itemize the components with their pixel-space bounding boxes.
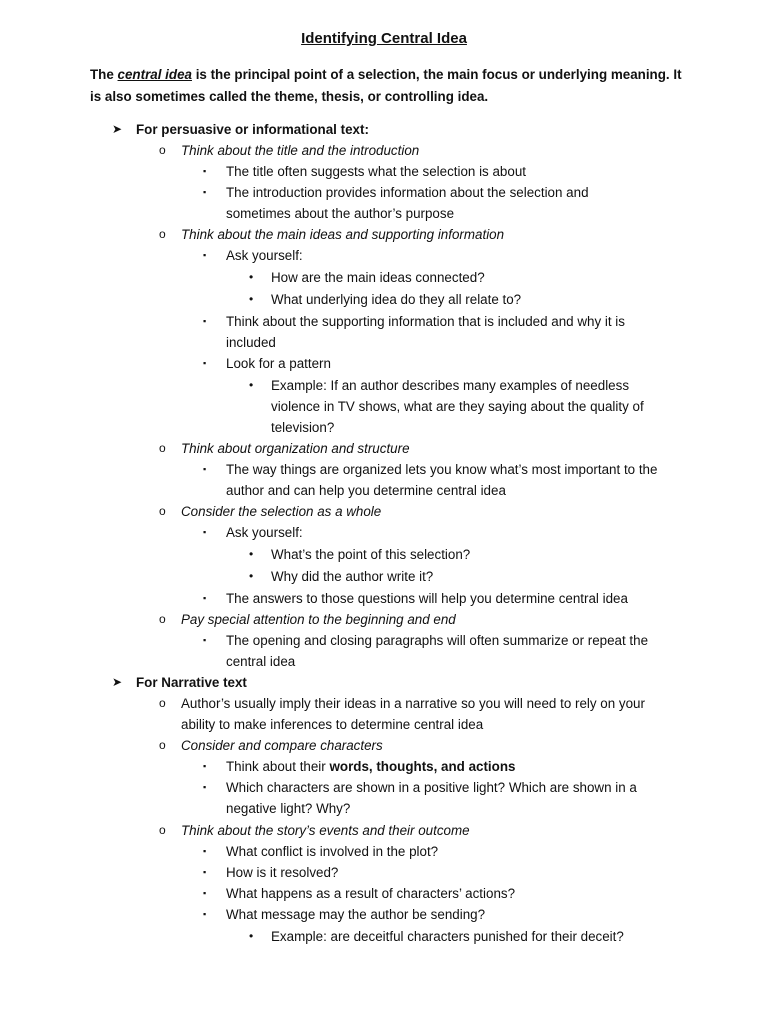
square-bullet-icon: ▪ — [203, 909, 207, 919]
list-item: Example: If an author describes many examples of needless — [271, 378, 630, 393]
square-bullet-icon: ▪ — [203, 250, 207, 260]
intro-line2: is also sometimes called the theme, thesis, or controlling idea. — [90, 89, 489, 104]
list-item: Think about the title and the introduction — [181, 143, 420, 158]
circle-bullet-icon: o — [159, 823, 166, 837]
page-title: Identifying Central Idea — [301, 30, 467, 47]
square-bullet-icon: ▪ — [203, 166, 207, 176]
round-bullet-icon: • — [249, 270, 254, 284]
square-bullet-icon: ▪ — [203, 316, 207, 326]
round-bullet-icon: • — [249, 569, 254, 583]
circle-bullet-icon: o — [159, 612, 166, 626]
square-bullet-icon: ▪ — [203, 187, 207, 197]
round-bullet-icon: • — [249, 292, 254, 306]
arrow-bullet-icon: ➤ — [112, 675, 123, 689]
intro-line1: is the principal point of a selection, the main focus or underlying meaning. It — [191, 67, 682, 82]
list-item: Ask yourself: — [226, 248, 303, 263]
list-item: Author’s usually imply their ideas in a narrative so you will need to rely on your — [181, 696, 645, 711]
list-item: Consider the selection as a whole — [181, 504, 382, 519]
intro-paragraph — [90, 64, 690, 108]
list-item-continuation: ability to make inferences to determine central idea — [181, 717, 484, 732]
list-item: Example: are deceitful characters punished for their deceit? — [271, 929, 624, 944]
list-item — [226, 756, 515, 777]
think-about-emphasis: words, thoughts, and actions — [329, 759, 516, 774]
circle-bullet-icon: o — [159, 143, 166, 157]
section-heading-persuasive: For persuasive or informational text: — [136, 122, 369, 137]
list-item: Look for a pattern — [226, 356, 331, 371]
list-item: Think about organization and structure — [181, 441, 410, 456]
circle-bullet-icon: o — [159, 738, 166, 752]
square-bullet-icon: ▪ — [203, 464, 207, 474]
intro-term: central idea — [117, 67, 192, 82]
circle-bullet-icon: o — [159, 227, 166, 241]
think-about-prefix: Think about their — [226, 759, 330, 774]
square-bullet-icon: ▪ — [203, 761, 207, 771]
list-item-continuation: television? — [271, 420, 335, 435]
list-item: The introduction provides information about the selection and — [226, 185, 589, 200]
list-item: The answers to those questions will help you determine central idea — [226, 591, 628, 606]
square-bullet-icon: ▪ — [203, 358, 207, 368]
circle-bullet-icon: o — [159, 696, 166, 710]
square-bullet-icon: ▪ — [203, 635, 207, 645]
list-item: Consider and compare characters — [181, 738, 383, 753]
list-item: What underlying idea do they all relate to? — [271, 292, 522, 307]
square-bullet-icon: ▪ — [203, 888, 207, 898]
list-item-continuation: author and can help you determine central idea — [226, 483, 506, 498]
circle-bullet-icon: o — [159, 441, 166, 455]
list-item: How are the main ideas connected? — [271, 270, 485, 285]
list-item: What message may the author be sending? — [226, 907, 486, 922]
list-item: Think about the main ideas and supporting information — [181, 227, 505, 242]
circle-bullet-icon: o — [159, 504, 166, 518]
list-item-continuation: violence in TV shows, what are they saying about the quality of — [271, 399, 644, 414]
list-item: Think about the story’s events and their outcome — [181, 823, 470, 838]
list-item: How is it resolved? — [226, 865, 339, 880]
list-item: Why did the author write it? — [271, 569, 434, 584]
list-item: What’s the point of this selection? — [271, 547, 471, 562]
list-item: Which characters are shown in a positive light? Which are shown in a — [226, 780, 637, 795]
list-item: Pay special attention to the beginning and end — [181, 612, 456, 627]
round-bullet-icon: • — [249, 929, 254, 943]
list-item: What conflict is involved in the plot? — [226, 844, 439, 859]
list-item: What happens as a result of characters’ actions? — [226, 886, 516, 901]
list-item: The opening and closing paragraphs will often summarize or repeat the — [226, 633, 649, 648]
list-item-continuation: sometimes about the author’s purpose — [226, 206, 455, 221]
arrow-bullet-icon: ➤ — [112, 122, 123, 136]
round-bullet-icon: • — [249, 378, 254, 392]
square-bullet-icon: ▪ — [203, 593, 207, 603]
list-item-continuation: included — [226, 335, 276, 350]
list-item: Ask yourself: — [226, 525, 303, 540]
list-item: The way things are organized lets you know what’s most important to the — [226, 462, 658, 477]
square-bullet-icon: ▪ — [203, 846, 207, 856]
square-bullet-icon: ▪ — [203, 782, 207, 792]
section-heading-narrative: For Narrative text — [136, 675, 247, 690]
list-item-continuation: central idea — [226, 654, 296, 669]
square-bullet-icon: ▪ — [203, 527, 207, 537]
round-bullet-icon: • — [249, 547, 254, 561]
intro-prefix: The — [90, 67, 118, 82]
list-item: Think about the supporting information that is included and why it is — [226, 314, 625, 329]
list-item-continuation: negative light? Why? — [226, 801, 351, 816]
list-item: The title often suggests what the selection is about — [226, 164, 526, 179]
square-bullet-icon: ▪ — [203, 867, 207, 877]
